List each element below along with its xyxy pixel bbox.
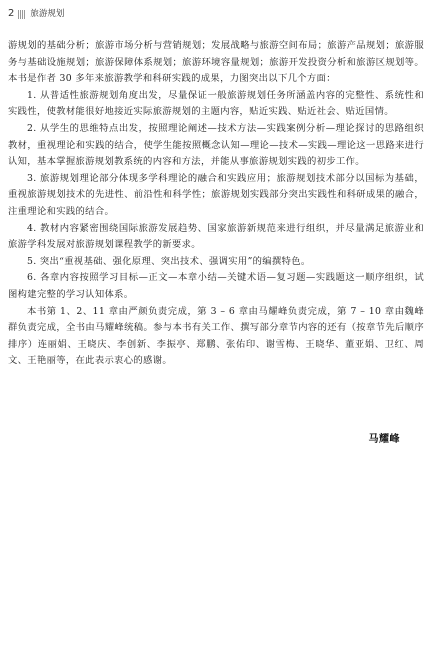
paragraph-point-6: 6. 各章内容按照学习目标—正文—本章小结—关键术语—复习题—实践题这一顺序组织，试图构建完整的学习认知体系。 (8, 272, 424, 300)
body-text (8, 38, 424, 370)
paragraph-point-2: 2. 从学生的思维特点出发，按照理论阐述—技术方法—实践案例分析—理论探讨的思路组织教材，重视理论和实践的结合，使学生能按照概念认知—理论—技术—实践—理论这一思路来进行认知，基本掌握旅游规划教系统的内容和方法，并能从事旅游规划实践的初步工作。 (8, 122, 424, 168)
paragraph-continuation: 游规划的基础分析；旅游市场分析与营销规划；发展战略与旅游空间布局；旅游产品规划；旅游服务与基础设施规划；旅游保障体系规划；旅游环境容量规划；旅游开发投资分析和旅游区规划等。本书是作者 30 多年来旅游教学和科研实践的成果，力图突出以下几个方面： (8, 40, 424, 85)
paragraph-point-3: 3. 旅游规划理论部分体现多学科理论的融合和实践应用；旅游规划技术部分以国标为基础，重视旅游规划技术的先进性、前沿性和科学性；旅游规划实践部分突出实践性和科研成果的融合，注重理论和实践的结合。 (8, 172, 424, 217)
running-title: 旅游规划 (30, 9, 65, 19)
paragraph-acknowledgements: 本书第 1、2、11 章由严颜负责完成，第 3 – 6 章由马耀峰负责完成，第 7 – 10 章由魏峰群负责完成，全书由马耀峰统稿。参与本书有关工作、撰写部分章节内容的还有（按章节先后顺序排序）连丽娟、王晓庆、李创新、李振亭、郑鹏、张佑印、谢雪梅、王晓华、董亚娟、卫红、周文、王艳丽等，在此表示衷心的感谢。 (8, 305, 424, 367)
page-number: 2 (8, 8, 15, 19)
paragraph-point-4: 4. 教材内容紧密围绕国际旅游发展趋势、国家旅游新规范来进行组织，并尽量满足旅游业和旅游学科发展对旅游规划课程教学的新要求。 (8, 222, 424, 251)
paragraph-point-5: 5. 突出“重视基础、强化原理、突出技术、强调实用”的编撰特色。 (27, 255, 311, 267)
paragraph-point-1: 1. 从普适性旅游规划角度出发，尽量保证一般旅游规划任务所涵盖内容的完整性、系统性和实践性，使教材能很好地接近实际旅游规划的主题内容，贴近实践、贴近社会、贴近国情。 (8, 89, 424, 118)
header-ornament-icon (18, 10, 25, 19)
author-signature: 马耀峰 (368, 434, 400, 445)
page-header (8, 7, 64, 21)
